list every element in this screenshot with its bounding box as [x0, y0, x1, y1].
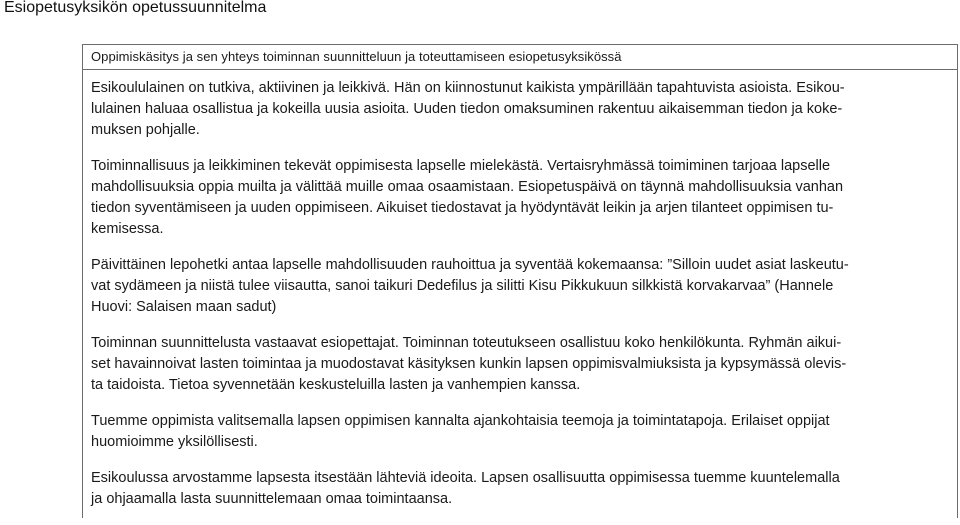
- paragraph-line: mahdollisuuksia oppia muilta ja välittää muille omaa osaamistaan. Esiopetuspäivä on täynnä mahdollisuuksia vanhan: [91, 179, 844, 195]
- content-body: [91, 78, 953, 525]
- paragraph-3: [91, 255, 953, 318]
- paragraph-line: huomioimme yksilöllisesti.: [91, 434, 258, 450]
- paragraph-2: [91, 156, 953, 240]
- paragraph-line: ta taidoista. Tietoa syvennetään keskusteluilla lasten ja vanhempien kanssa.: [91, 377, 581, 393]
- content-frame: [82, 44, 958, 518]
- paragraph-line: Esikoululainen on tutkiva, aktiivinen ja leikkivä. Hän on kiinnostunut kaikista ympärillään tapahtuvista asioista. Esikou-: [91, 80, 845, 96]
- paragraph-1: [91, 78, 953, 141]
- paragraph-line: Päivittäinen lepohetki antaa lapselle mahdollisuuden rauhoittua ja syventää kokemaansa: ”Silloin uudet asiat laskeutu-: [91, 257, 849, 273]
- paragraph-line: set havainnoivat lasten toimintaa ja muodostavat käsityksen kunkin lapsen oppimisvalmiuksista ja kypsymässä olevis-: [91, 356, 847, 372]
- paragraph-line: ja ohjaamalla lasta suunnittelemaan omaa toimintaansa.: [91, 491, 453, 507]
- paragraph-line: vat sydämeen ja niistä tulee viisautta, sanoi taikuri Dedefilus ja silitti Kisu Pikkukuun silkkistä korvakarvaa” (Hannele: [91, 278, 834, 294]
- page-title: Esiopetusyksikön opetussuunnitelma: [4, 0, 267, 16]
- paragraph-line: tiedon syventämiseen ja uuden oppimiseen. Aikuiset tiedostavat ja hyödyntävät leikin ja arjen tilanteet oppimisen tu-: [91, 200, 834, 216]
- paragraph-line: Tuemme oppimista valitsemalla lapsen oppimisen kannalta ajankohtaisia teemoja ja toimintatapoja. Erilaiset oppijat: [91, 413, 830, 429]
- paragraph-4: [91, 333, 953, 396]
- paragraph-5: [91, 411, 953, 453]
- paragraph-line: Toiminnan suunnittelusta vastaavat esiopettajat. Toiminnan toteutukseen osallistuu koko henkilökunta. Ryhmän aikui-: [91, 335, 842, 351]
- paragraph-6: [91, 468, 953, 510]
- section-header: [83, 45, 957, 70]
- paragraph-line: Esikoulussa arvostamme lapsesta itsestään lähteviä ideoita. Lapsen osallisuutta oppimisessa tuemme kuuntelemalla: [91, 470, 840, 486]
- section-header-text: Oppimiskäsitys ja sen yhteys toiminnan suunnitteluun ja toteuttamiseen esiopetusyksikössä: [91, 49, 622, 64]
- paragraph-line: Huovi: Salaisen maan sadut): [91, 299, 277, 315]
- paragraph-line: Toiminnallisuus ja leikkiminen tekevät oppimisesta lapselle mielekästä. Vertaisryhmässä toimiminen tarjoaa lapselle: [91, 158, 831, 174]
- paragraph-line: muksen pohjalle.: [91, 122, 200, 138]
- paragraph-line: kemisessa.: [91, 221, 164, 237]
- paragraph-line: lulainen haluaa osallistua ja kokeilla uusia asioita. Uuden tiedon omaksuminen rakentuu aikaisemman tiedon ja koke-: [91, 101, 843, 117]
